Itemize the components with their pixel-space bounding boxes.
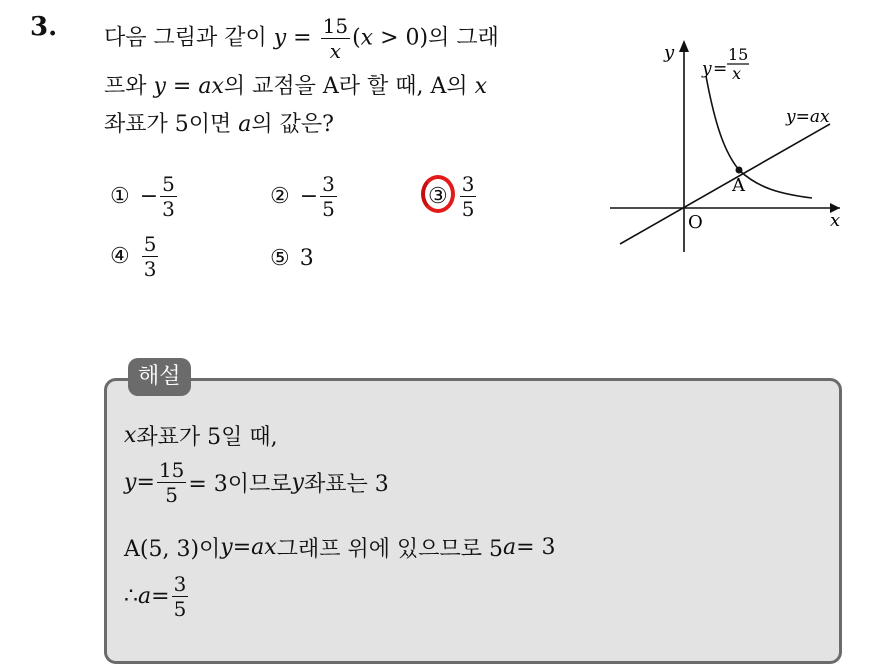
equals: = xyxy=(286,25,319,51)
y-axis-arrow xyxy=(679,40,689,52)
graph-figure xyxy=(600,30,860,260)
hyperbola-curve xyxy=(706,76,812,198)
y-axis-label: y xyxy=(664,42,675,63)
point-a xyxy=(736,167,743,174)
var-x: x xyxy=(360,25,374,51)
question-number: 3. xyxy=(30,12,58,42)
curve-label-den: x xyxy=(732,64,742,83)
answer-circle-mark xyxy=(421,175,455,213)
choice-3[interactable]: ③ $\frac{3}{5}$ xyxy=(428,172,478,221)
curve-label-eq: = xyxy=(713,59,728,79)
solution-tag: 해설 xyxy=(128,358,191,396)
line-label: y=ax xyxy=(786,107,830,127)
x-axis-label: x xyxy=(830,210,841,231)
solution-line-4: ∴ a = $\frac{3}{5}$ xyxy=(124,572,187,621)
curve-label-num: 15 xyxy=(728,45,749,64)
origin-label: O xyxy=(688,212,703,233)
choice-5[interactable]: ⑤ 3 xyxy=(270,246,314,271)
choice-4[interactable]: ④ $\frac{5}{3}$ xyxy=(110,232,157,281)
curve-label-y: y xyxy=(702,59,712,79)
choice-2[interactable]: ② − $\frac{3}{5}$ xyxy=(270,172,335,221)
text: 다음 그림과 같이 xyxy=(104,25,274,51)
solution-line-1: x 좌표가 5일 때, xyxy=(124,423,278,450)
var-y: y xyxy=(273,25,287,51)
line-y-ax xyxy=(620,124,830,244)
question-line-3: 좌표가 5이면 a의 값은? xyxy=(104,112,334,137)
question-line-2: 프와 y = ax의 교점을 A라 할 때, A의 x xyxy=(104,74,488,99)
point-a-label: A xyxy=(732,175,745,196)
solution-line-2: y = $\frac{15}{5}$ = 3이므로 y 좌표는 3 xyxy=(124,458,389,507)
fraction-15-over-x: $\frac{15}{x}$ xyxy=(322,14,349,63)
solution-line-3: A(5, 3)이 y = ax 그래프 위에 있으므로 5 a = 3 xyxy=(124,535,556,562)
choice-1[interactable]: ① − $\frac{5}{3}$ xyxy=(110,172,175,221)
question-line-1: 다음 그림과 같이 y = $\frac{15}{x}$ (x > 0)의 그래 xyxy=(104,14,499,63)
